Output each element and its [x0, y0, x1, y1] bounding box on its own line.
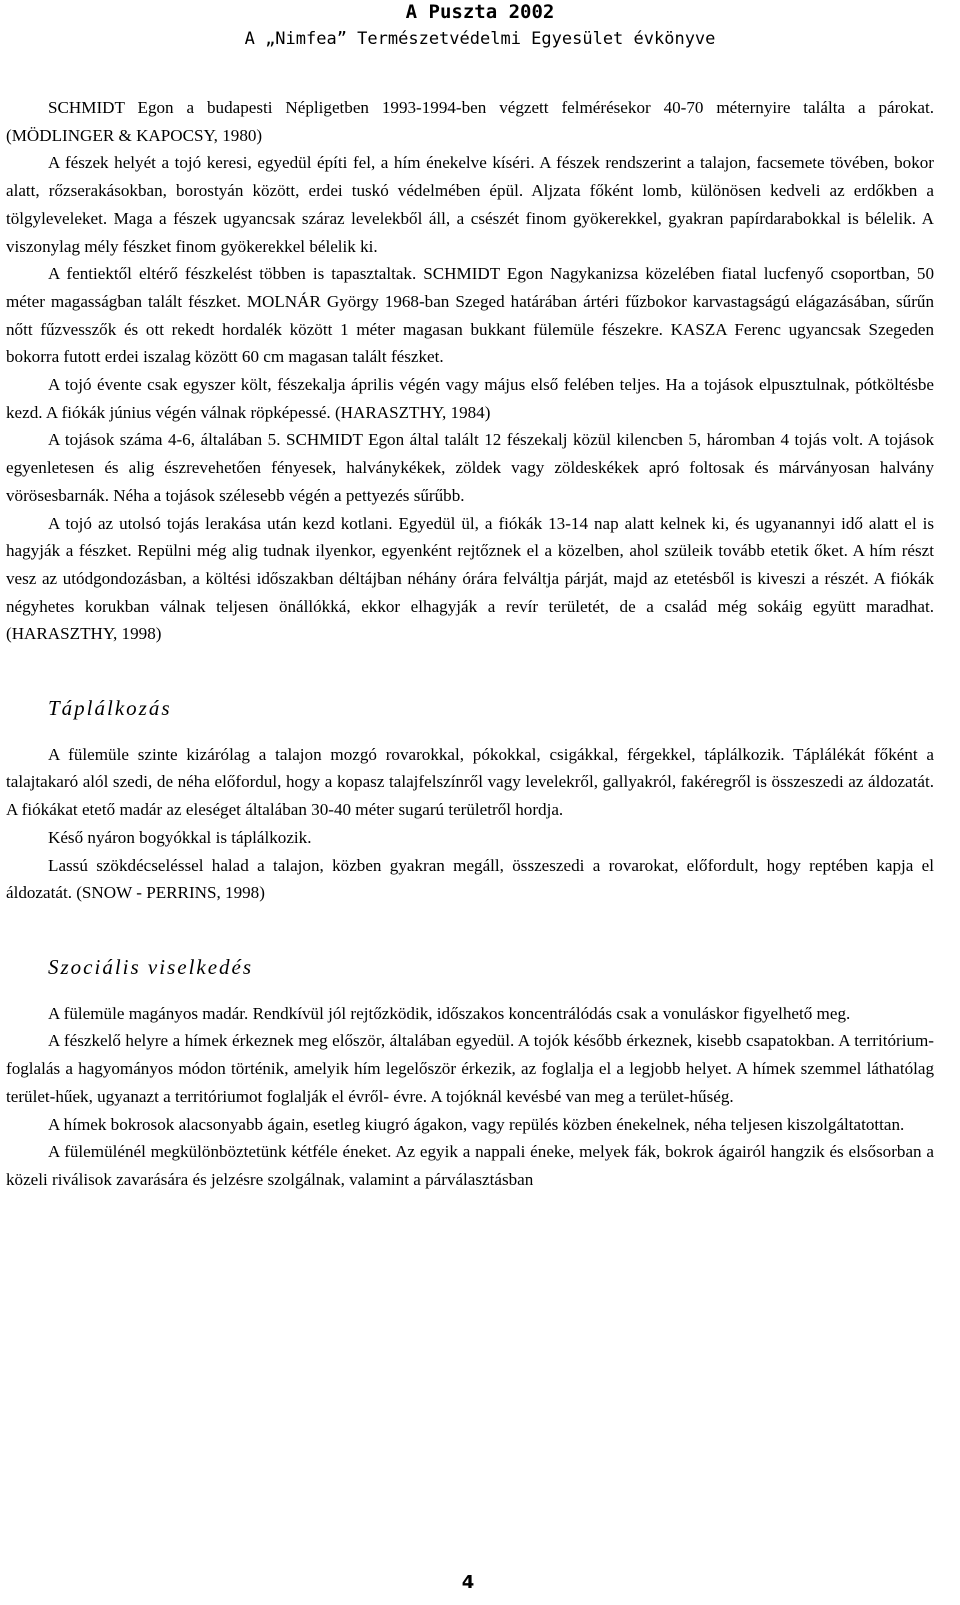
- document-body: [6, 94, 934, 1194]
- section-title-social-behavior: Szociális viselkedés: [48, 954, 254, 979]
- paragraph: A hímek bokrosok alacsonyabb ágain, esetleg kiugró ágakon, vagy repülés közben énekelnek, néha teljesen kiszolgáltatottan.: [48, 1114, 905, 1134]
- paragraph: A tojó az utolsó tojás lerakása után kezd kotlani. Egyedül ül, a fiókák 13-14 nap alatt kelnek ki, és ugyanannyi idő alatt el is hagyják a fészket. Repülni még alig tudnak ilyenkor, egyenként rejtőznek el a közelben, ahol szüleik tovább etetik őket. A hím részt vesz az utódgondozásban, a költési időszakban déltájban néhány órára felváltja párját, majd az etetésből is kiveszi a részét. A fiókák négyhetes korukban válnak teljesen önállókká, ekkor elhagyják a revír területét, de a család még sokáig együtt maradhat. (HARASZTHY, 1998): [6, 513, 934, 644]
- paragraph: A fentiektől eltérő fészkelést többen is tapasztaltak. SCHMIDT Egon Nagykanizsa közelében fiatal lucfenyő csoportban, 50 méter magasságban talált fészket. MOLNÁR György 1968-ban Szeged határában ártéri fűzbokor karvastagságú elágazásában, sűrűn nőtt fűzvesszők és ott rekedt hordalék között 1 méter magasan bukkant fülemüle fészekre. KASZA Ferenc ugyancsak Szegeden bokorra futott erdei iszalag között 60 cm magasan talált fészket.: [6, 264, 934, 367]
- paragraph: A fészkelő helyre a hímek érkeznek meg először, általában egyedül. A tojók később érkeznek, kisebb csapatokban. A territórium-foglalás a hagyományos módon történik, amelyik hím legelőször érkezik, az foglalja el a legjobb helyet. A hímek szemmel láthatólag terület-hűek, ugyanazt a territóriumot foglalják el évről- évre. A tojóknál kevésbé van meg a terület-hűség.: [6, 1031, 934, 1106]
- paragraph: Lassú szökdécseléssel halad a talajon, közben gyakran megáll, összeszedi a rovarokat, előfordult, hogy reptében kapja el áldozatát. (SNOW - PERRINS, 1998): [6, 855, 934, 903]
- paragraph: A tojó évente csak egyszer költ, fészekalja április végén vagy május első felében teljes. Ha a tojások elpusztulnak, pótköltésbe kezd. A fiókák június végén válnak röpképessé. (HARASZTHY, 1984): [6, 375, 934, 422]
- page-number: 4: [461, 1572, 475, 1593]
- social-behavior-paragraphs: [6, 1000, 934, 1194]
- paragraph: SCHMIDT Egon a budapesti Népligetben 1993-1994-ben végzett felmérésekor 40-70 méternyire találta a párokat. (MÖDLINGER & KAPOCSY, 1980): [6, 98, 934, 145]
- intro-paragraphs: [6, 94, 934, 648]
- section-title-feeding: Táplálkozás: [48, 696, 172, 721]
- paragraph: Késő nyáron bogyókkal is táplálkozik.: [48, 827, 312, 847]
- paragraph: A fészek helyét a tojó keresi, egyedül építi fel, a hím énekelve kíséri. A fészek rendszerint a talajon, facsemete tövében, bokor alatt, rőzserakásokban, borostyán között, erdei tuskó védelmében épül. Aljzata főként lomb, különösen kedveli az erdőkben a tölgyleveleket. Maga a fészek ugyancsak száraz levelekből áll, a csészét finom gyökerekkel, gyakran papírdarabokkal is bélelik. A viszonylag mély fészket finom gyökerekkel bélelik ki.: [6, 153, 934, 256]
- paragraph: A fülemüle szinte kizárólag a talajon mozgó rovarokkal, pókokkal, csigákkal, férgekkel, táplálkozik. Táplálékát főként a talajtakaró alól szedi, de néha előfordul, hogy a kopasz talajfelszínről vagy levelekről, gallyakról, fakéregről is összeszedi az áldozatát. A fiókákat etető madár az eleséget általában 30-40 méter sugarú területről hordja.: [6, 744, 934, 820]
- journal-title: A Puszta 2002: [405, 1, 555, 23]
- page-header: [0, 0, 960, 51]
- paragraph: A fülemüle magányos madár. Rendkívül jól rejtőzködik, időszakos koncentrálódás csak a vonuláskor figyelhető meg.: [48, 1003, 851, 1023]
- feeding-paragraphs: [6, 741, 934, 907]
- journal-subtitle: A „Nimfea” Természetvédelmi Egyesület évkönyve: [244, 29, 716, 49]
- paragraph: A tojások száma 4-6, általában 5. SCHMIDT Egon által talált 12 fészekalj közül kilencben 5, háromban 4 tojás volt. A tojások egyenletesen és alig észrevehetően fényesek, halványkékek, zöldek vagy zöldeskékek apró foltosak és márványosan halvány vörösesbarnák. Néha a tojások szélesebb végén a pettyezés sűrűbb.: [6, 430, 934, 505]
- paragraph: A fülemülénél megkülönböztetünk kétféle éneket. Az egyik a nappali éneke, melyek fák, bokrok ágairól hangzik és elsősorban a közeli riválisok zavarására és jelzésre szolgálnak, valamint a párválasztásban: [6, 1142, 934, 1189]
